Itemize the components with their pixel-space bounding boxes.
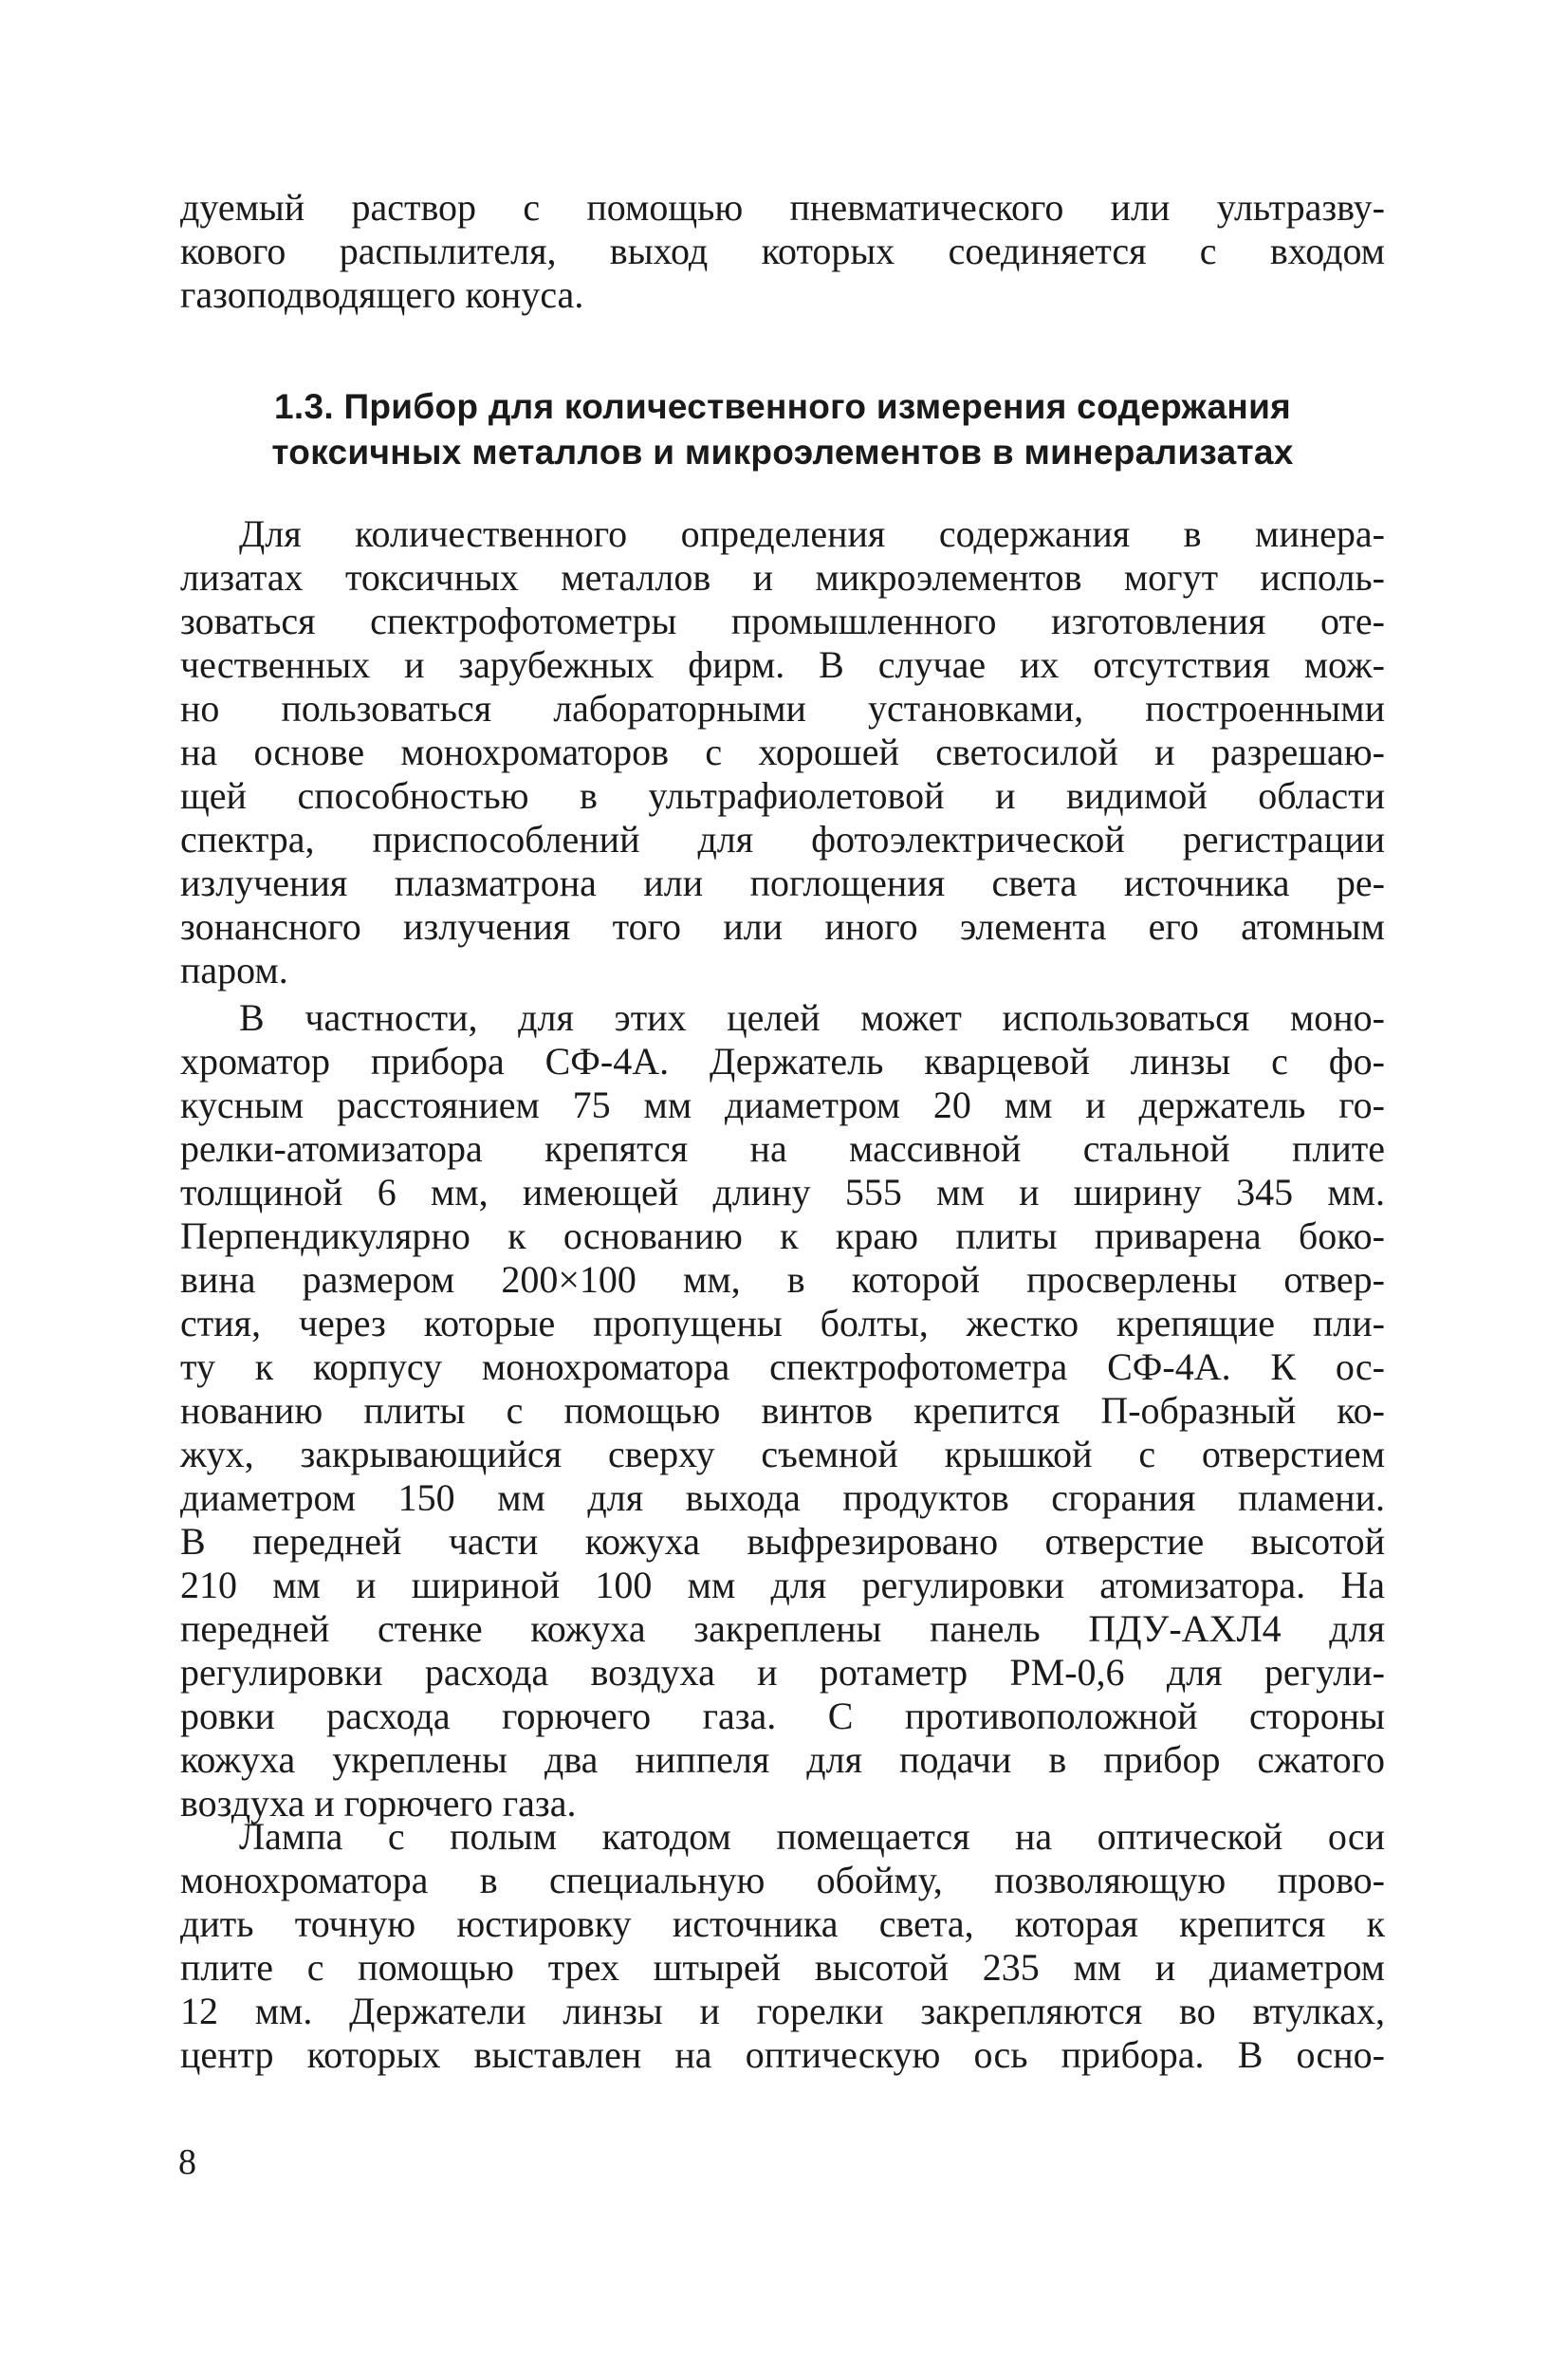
- page-number: 8: [178, 2142, 196, 2182]
- text-line: Перпендикулярно к основанию к краю плиты приварена боко-: [180, 1214, 1385, 1257]
- text-line: 210 мм и шириной 100 мм для регулировки атомизатора. На: [180, 1564, 1385, 1606]
- text-line: Лампа с полым катодом помещается на оптической оси: [239, 1815, 1385, 1858]
- text-line: зонансного излучения того или иного элемента его атомным: [180, 905, 1385, 948]
- text-line: газоподводящего конуса.: [180, 273, 584, 316]
- text-line: стия, через которые пропущены болты, жестко крепящие пли-: [180, 1302, 1385, 1344]
- text-line: Для количественного определения содержания в минера-: [239, 512, 1385, 555]
- text-line: воздуха и горючего газа.: [180, 1782, 577, 1825]
- text-line: релки-атомизатора крепятся на массивной стальной плите: [180, 1127, 1385, 1170]
- text-line: хроматор прибора СФ-4А. Держатель кварцевой линзы с фо-: [180, 1040, 1385, 1083]
- text-line: 12 мм. Держатели линзы и горелки закрепляются во втулках,: [180, 1990, 1385, 2032]
- text-line: монохроматора в специальную обойму, позволяющую прово-: [180, 1859, 1385, 1901]
- text-line: паром.: [180, 949, 288, 991]
- text-line: на основе монохроматоров с хорошей светосилой и разрешаю-: [180, 731, 1385, 773]
- text-line: В передней части кожуха выфрезировано отверстие высотой: [180, 1520, 1385, 1563]
- text-line: передней стенке кожуха закреплены панель ПДУ-АХЛ4 для: [180, 1607, 1385, 1650]
- text-line: жух, закрывающийся сверху съемной крышкой с отверстием: [180, 1433, 1385, 1475]
- text-line: кусным расстоянием 75 мм диаметром 20 мм и держатель го-: [180, 1084, 1385, 1126]
- text-line: щей способностью в ультрафиолетовой и видимой области: [180, 774, 1385, 817]
- text-line: спектра, приспособлений для фотоэлектрической регистрации: [180, 818, 1385, 861]
- text-line: дить точную юстировку источника света, которая крепится к: [180, 1902, 1385, 1945]
- text-line: чественных и зарубежных фирм. В случае их отсутствия мож-: [180, 643, 1385, 686]
- text-line: регулировки расхода воздуха и ротаметр РМ-0,6 для регули-: [180, 1651, 1385, 1694]
- text-line: дуемый раствор с помощью пневматического или ультразву-: [180, 186, 1385, 229]
- text-line: нованию плиты с помощью винтов крепится П-образный ко-: [180, 1389, 1385, 1432]
- text-line: вина размером 200×100 мм, в которой просверлены отвер-: [180, 1258, 1385, 1301]
- text-line: кожуха укреплены два ниппеля для подачи в прибор сжатого: [180, 1738, 1385, 1781]
- text-line: ту к корпусу монохроматора спектрофотометра СФ-4А. К ос-: [180, 1345, 1385, 1388]
- section-heading: [180, 384, 1385, 475]
- paragraph-1: [180, 512, 1385, 992]
- text-line: зоваться спектрофотометры промышленного изготовления оте-: [180, 600, 1385, 642]
- text-line: ровки расхода горючего газа. С противоположной стороны: [180, 1695, 1385, 1737]
- text-line: лизатах токсичных металлов и микроэлементов могут исполь-: [180, 556, 1385, 599]
- paragraph-2: [180, 996, 1385, 1825]
- text-line: кового распылителя, выход которых соединяется с входом: [180, 230, 1385, 272]
- text-line: центр которых выставлен на оптическую ось прибора. В осно-: [180, 2033, 1385, 2076]
- text-line: толщиной 6 мм, имеющей длину 555 мм и ширину 345 мм.: [180, 1171, 1385, 1214]
- heading-line: токсичных металлов и микроэлементов в минерализатах: [271, 433, 1294, 472]
- text-line: диаметром 150 мм для выхода продуктов сгорания пламени.: [180, 1476, 1385, 1519]
- text-line: излучения плазматрона или поглощения света источника ре-: [180, 862, 1385, 904]
- heading-line: 1.3. Прибор для количественного измерения содержания: [273, 387, 1291, 426]
- intro-paragraph: [180, 186, 1385, 317]
- text-line: В частности, для этих целей может использоваться моно-: [239, 996, 1385, 1039]
- text-line: но пользоваться лабораторными установками, построенными: [180, 687, 1385, 730]
- paragraph-3: [180, 1815, 1385, 2077]
- text-line: плите с помощью трех штырей высотой 235 мм и диаметром: [180, 1946, 1385, 1989]
